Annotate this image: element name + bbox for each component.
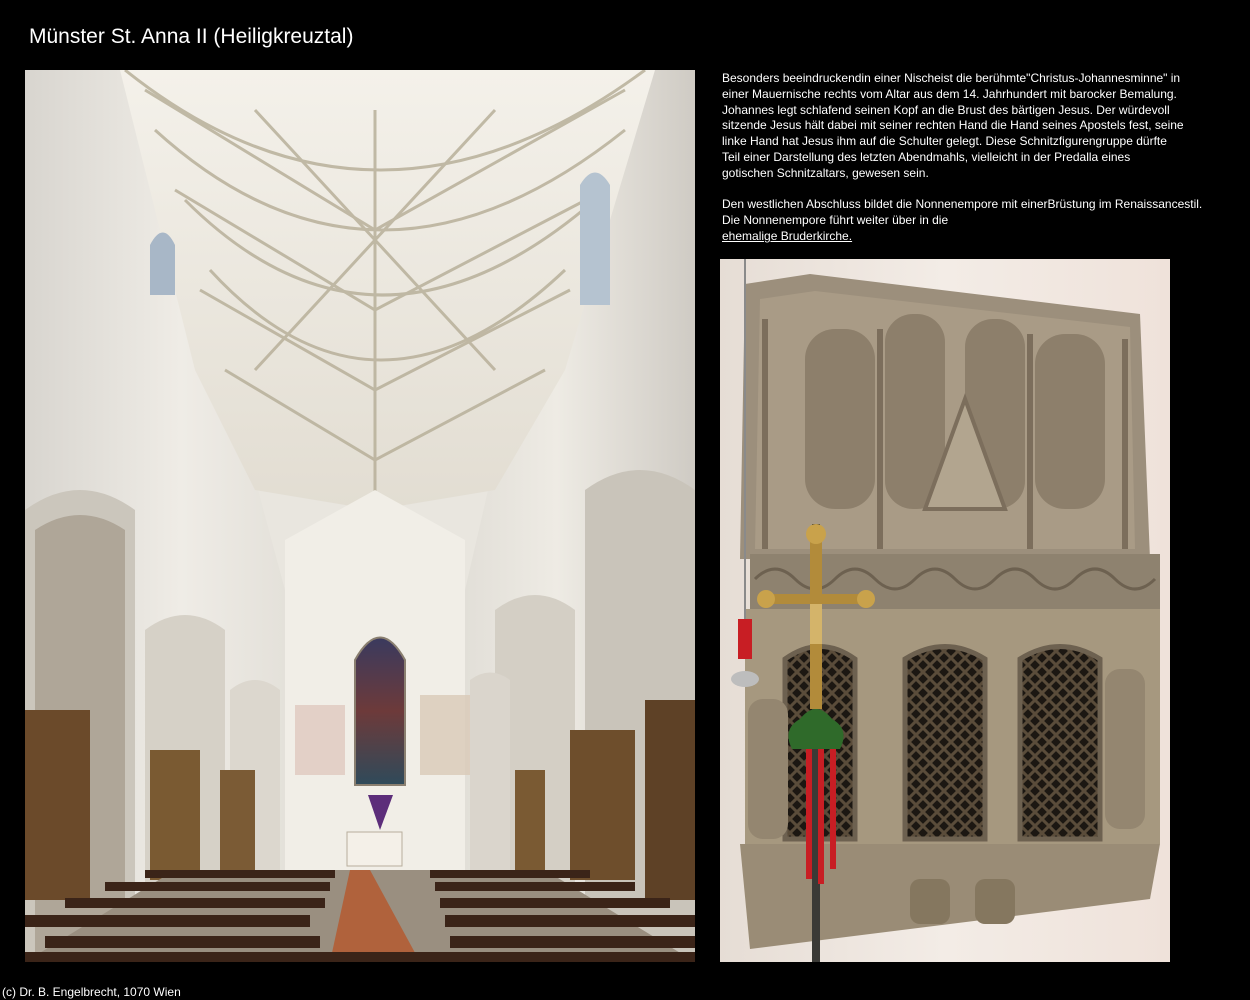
page-title: Münster St. Anna II (Heiligkreuztal) — [29, 25, 354, 48]
text-line: Johannes legt schlafend seinen Kopf an die Brust des bärtigen Jesus. Der würdevoll — [722, 102, 1170, 117]
description-paragraph-1 — [722, 71, 1222, 182]
text-line: gotischen Schnitzaltars, gewesen sein. — [722, 165, 929, 180]
text-line: linke Hand hat Jesus ihm auf die Schulter gelegt. Diese Schnitzfigurengruppe dürfte — [722, 134, 1167, 149]
text-line: Den westlichen Abschluss bildet die Nonnenempore mit einerBrüstung im Renaissancestil. — [722, 197, 1203, 212]
description-paragraph-2 — [722, 197, 1222, 244]
bruderkirche-link[interactable]: ehemalige Bruderkirche. — [722, 228, 853, 243]
description-text — [722, 71, 1222, 245]
text-line: Die Nonnenempore führt weiter über in die — [722, 213, 949, 228]
text-line: sitzende Jesus hält dabei mit seiner rechten Hand die Hand seines Apostels fest, seine — [722, 118, 1184, 133]
copyright-text: (c) Dr. B. Engelbrecht, 1070 Wien — [2, 985, 181, 999]
nuns-gallery-photo — [720, 259, 1170, 962]
church-nave-photo — [25, 70, 695, 962]
text-line: einer Mauernische rechts vom Altar aus dem 14. Jahrhundert mit barocker Bemalung. — [722, 86, 1177, 101]
text-line: Besonders beeindruckendin einer Nischeist die berühmte"Christus-Johannesminne" in — [722, 71, 1181, 85]
text-line: Teil einer Darstellung des letzten Abendmahls, vielleicht in der Predalla eines — [722, 149, 1131, 164]
